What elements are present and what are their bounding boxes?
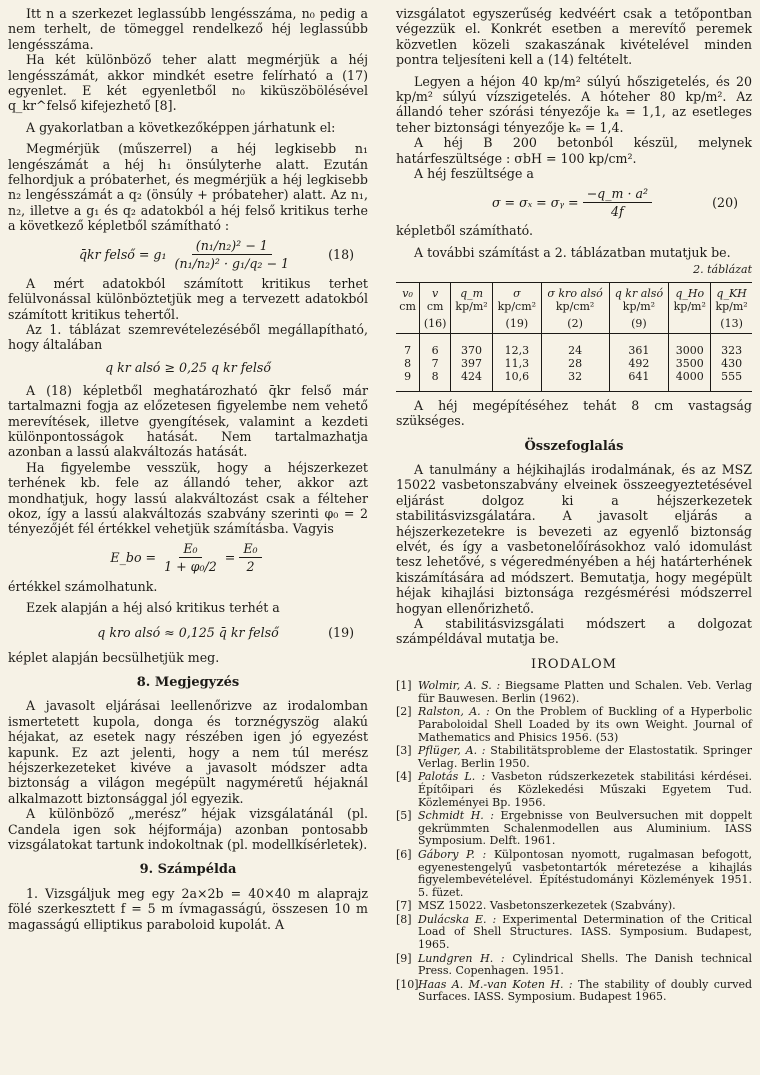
column-header-line: kp/m² bbox=[622, 299, 656, 313]
table-cell: 3500 bbox=[669, 357, 711, 370]
column-header-line: kp/cm² bbox=[555, 299, 595, 313]
paragraph: Legyen a héjon 40 kp/m² súlyú hőszigetelés, és 20 kp/m² súlyú vízszigetelés. A hóteher 80 kp/m². Az állandó teher szórási tényezője kₐ = 1,1, az esetleges teher biztonsági tényezője kₑ = 1,4. bbox=[396, 73, 752, 135]
reference-author: Palotás L. : bbox=[418, 770, 486, 784]
paragraph: A héj feszültsége a bbox=[414, 166, 534, 182]
formula-18-fraction bbox=[171, 238, 293, 272]
table-row bbox=[396, 357, 752, 370]
formula-inequality bbox=[8, 357, 368, 379]
column-header-line: q_m bbox=[460, 286, 484, 300]
formula-20-numerator: −q_m · a² bbox=[583, 186, 652, 203]
reference-number: [3] bbox=[396, 744, 412, 758]
reference-item bbox=[396, 900, 752, 913]
table-cell: 361 bbox=[609, 333, 669, 357]
paragraph: vizsgálatot egyszerűség kedvéért csak a tetőpontban végezzük el. Konkrét esetben a merevítő peremek közvetlen közeli szakaszának kivételével minden pontra teljesíteni kell a (14) feltételt. bbox=[396, 6, 752, 68]
reference-body bbox=[418, 745, 752, 770]
paragraph: A héj megépítéséhez tehát 8 cm vastagság szükséges. bbox=[396, 397, 752, 429]
paragraph: Megmérjük (műszerrel) a héj legkisebb n₁ lengészámát a héj h₁ önsúlyterhe alatt. Ezután felhordjuk a próbaterhet, és megmérjük a héj legkisebb n₂ lengésszámát a q₂ (önsúly + próbateher) alatt. Az n₁, n₂, illetve a g₁ és q₂ adatokból a héj felső kritikus terhe a következő képletből számítható : bbox=[8, 141, 368, 234]
formula-ebo-lhs: E_bo = bbox=[110, 550, 157, 566]
column-header-line: cm bbox=[426, 299, 444, 313]
reference-body bbox=[418, 849, 752, 899]
table-cell: 555 bbox=[711, 370, 752, 392]
table-cell: 8 bbox=[420, 370, 451, 392]
paragraph: Ha figyelembe vesszük, hogy a héjszerkezet terhének kb. fele az állandó teher, akkor azt mondhatjuk, hogy lassú alakváltozást csak a félteher okoz, így a lassú alakváltozás szabvány szerinti φ₀ = 2 tényezőjét fél értékkel vehetjük számításba. Vagyis bbox=[8, 459, 368, 537]
equation-number: (18) bbox=[328, 246, 354, 262]
reference-item bbox=[396, 979, 752, 1004]
column-header-line: cm bbox=[399, 299, 416, 313]
reference-body bbox=[418, 900, 752, 913]
formula-ebo bbox=[8, 541, 368, 575]
formula-20 bbox=[396, 185, 752, 219]
right-column bbox=[396, 6, 752, 1005]
column-header-line: v bbox=[432, 286, 439, 300]
left-column bbox=[8, 6, 368, 932]
reference-number: [6] bbox=[396, 847, 412, 861]
table-caption: 2. táblázat bbox=[693, 263, 752, 277]
reference-body bbox=[418, 810, 752, 848]
table-cell: 7 bbox=[404, 343, 412, 357]
table-column-header bbox=[669, 282, 711, 315]
table-column-header bbox=[420, 282, 451, 315]
table-column-header bbox=[492, 282, 541, 315]
paragraph: Ezek alapján a héj alsó kritikus terhét a bbox=[26, 600, 280, 616]
reference-text: Ergebnisse von Beulversuchen mit doppelt gekrümmten Schalenmodellen aus Aluminium. IASS Symposium. Delft. 1961. bbox=[418, 809, 752, 848]
formula-ebo-fraction-2 bbox=[239, 541, 261, 575]
paragraph: Itt n a szerkezet leglassúbb lengésszáma, n₀ pedig a nem terhelt, de tömeggel rendelkező héj leglassúbb lengésszáma. bbox=[8, 6, 368, 52]
paragraph: A tanulmány a héjkihajlás irodalmának, és az MSZ 15022 vasbetonszabvány elveinek összeegyeztetésével eljárást dolgoz ki a héjszerkezetek stabilitásvizsgálatára. A javasolt eljárás a héjszerkezetekre is bevezeti az egyenlő biztonság elvét, és így a vasbetonelőírásokhoz való idomulást tesz lehetővé, s végeredményében a héj határterhének kiszámítására ad módszert. Bemutatja, hogy megépült héjak kihajlási biztonsága rezgésmérési módszerrel hogyan ellenőrizhető. bbox=[396, 461, 752, 616]
table-cell: 10,6 bbox=[492, 370, 541, 392]
paragraph: A héj B 200 betonból készül, melynek határfeszültsége : σbH = 100 kp/cm². bbox=[396, 135, 752, 166]
section-heading: Összefoglalás bbox=[524, 438, 624, 454]
formula-ebo-numerator-2: E₀ bbox=[239, 541, 261, 558]
reference-author: Haas A. M.-van Koten H. : bbox=[418, 977, 573, 991]
reference-number: [9] bbox=[396, 951, 412, 965]
table-cell: 12,3 bbox=[492, 333, 541, 357]
column-header-line: σ kro alsó bbox=[547, 286, 603, 300]
reference-text: MSZ 15022. Vasbetonszerkezetek (Szabvány). bbox=[418, 899, 676, 913]
formula-18-denominator: (n₁/n₂)² · g₁/q₂ − 1 bbox=[174, 256, 290, 272]
table-reference-cell: (2) bbox=[541, 315, 609, 334]
formula-20-fraction bbox=[583, 186, 652, 220]
paragraph: Az 1. táblázat szemrevételezéséből megállapítható, hogy általában bbox=[8, 321, 368, 353]
paragraph: A különböző „merész” héjak vizsgálatánál (pl. Candela igen sok héjformája) azonban pontosabb vizsgálatokat tartunk indokoltnak (pl. modellkísérletek). bbox=[8, 806, 368, 853]
paragraph: képletből számítható. bbox=[396, 223, 534, 239]
paragraph: A stabilitásvizsgálati módszert a dolgozat számpéldával mutatja be. bbox=[396, 615, 752, 647]
table-cell: 492 bbox=[609, 357, 669, 370]
paragraph: képlet alapján becsülhetjük meg. bbox=[8, 649, 220, 665]
table-cell: 9 bbox=[404, 369, 412, 383]
table-cell: 4000 bbox=[669, 370, 711, 392]
column-header-line: σ bbox=[513, 286, 521, 300]
formula-18-numerator: (n₁/n₂)² − 1 bbox=[192, 238, 272, 255]
formula-ebo-denominator-1: 1 + φ₀/2 bbox=[164, 559, 217, 575]
formula-ebo-numerator-1: E₀ bbox=[179, 541, 201, 558]
table-reference-cell: (9) bbox=[609, 315, 669, 334]
table-body bbox=[396, 315, 752, 392]
reference-item bbox=[396, 953, 752, 978]
table-cell: 430 bbox=[711, 357, 752, 370]
reference-author: Wolmir, A. S. : bbox=[418, 679, 501, 693]
table-row bbox=[396, 370, 752, 392]
reference-number: [10] bbox=[396, 977, 419, 991]
reference-author: Gábory P. : bbox=[418, 847, 487, 861]
reference-number: [8] bbox=[396, 912, 412, 926]
column-header-line: q kr alsó bbox=[614, 286, 664, 300]
reference-text: Vasbeton rúdszerkezetek stabilitási kérdései. Építőipari és Közlekedési Műszaki Egyetem Tud. Közleményei Bp. 1956. bbox=[418, 770, 752, 809]
table-column-header bbox=[541, 282, 609, 315]
table-column-header bbox=[396, 282, 420, 315]
reference-body bbox=[418, 706, 752, 744]
reference-number: [7] bbox=[396, 899, 412, 913]
table-column-header bbox=[711, 282, 752, 315]
formula-20-lhs: σ = σₓ = σᵧ = bbox=[491, 194, 579, 210]
reference-item bbox=[396, 745, 752, 770]
column-header-line: kp/m² bbox=[455, 299, 488, 313]
reference-body bbox=[418, 914, 752, 952]
reference-number: [4] bbox=[396, 770, 412, 784]
paragraph: A (18) képletből meghatározható q̄kr felső már tartalmazni fogja az előzetesen figyelembe nem vehető merevítések, illetve gyengítések, valamint a kezdeti különpontosságok hatását. Nem tartalmazhatja azonban a lassú alakváltozás hatását. bbox=[8, 382, 368, 460]
column-header-line: kp/m² bbox=[715, 299, 748, 313]
paragraph: A gyakorlatban a következőképpen járhatunk el: bbox=[26, 119, 336, 135]
paragraph: A javasolt eljárásai leellenőrizve az irodalomban ismertetett kupola, donga és torznégyszög alakú héjakat, az esetek nagy részében igen jó egyezést kapunk. Ez azt jelenti, hogy a nem túl merész héjszerkezeteket kivéve a javasolt módszer adta biztonság a világon megépült nagyméretű héjaknál alkalmazott biztonsággal jól egyezik. bbox=[8, 698, 368, 806]
table-column-header bbox=[609, 282, 669, 315]
reference-body bbox=[418, 680, 752, 705]
formula-ebo-fraction-1 bbox=[160, 541, 221, 575]
table-reference-cell: (13) bbox=[711, 315, 752, 334]
formula-inequality-text: q kr alsó ≥ 0,25 q kr felső bbox=[105, 360, 271, 376]
paragraph: A mért adatokból számított kritikus terhet felülvonással különböztetjük meg a tervezett adatokból számított kritikus tehertől. bbox=[8, 275, 368, 322]
table-reference-row bbox=[396, 315, 752, 334]
table-cell: 397 bbox=[451, 357, 493, 370]
column-header-line: kp/m² bbox=[673, 299, 706, 313]
paragraph: A további számítást a 2. táblázatban mutatjuk be. bbox=[414, 244, 731, 260]
table-reference-cell: (16) bbox=[420, 315, 451, 334]
table-cell: 32 bbox=[541, 370, 609, 392]
references-heading: IRODALOM bbox=[531, 656, 617, 672]
formula-19 bbox=[8, 620, 368, 646]
formula-20-denominator: 4f bbox=[610, 203, 624, 219]
data-table bbox=[396, 282, 752, 392]
references-list bbox=[396, 680, 752, 1004]
table-reference-cell: (19) bbox=[492, 315, 541, 334]
table-row bbox=[396, 333, 752, 357]
reference-item bbox=[396, 706, 752, 744]
reference-author: Pflüger, A. : bbox=[418, 744, 486, 758]
table-header-row bbox=[396, 282, 752, 315]
table-cell: 28 bbox=[541, 357, 609, 370]
equation-number: (19) bbox=[328, 624, 354, 640]
reference-author: Lundgren H. : bbox=[418, 951, 505, 965]
column-header-line: q_KH bbox=[716, 286, 747, 300]
reference-text: Biegsame Platten und Schalen. Veb. Verlag für Bauwesen. Berlin (1962). bbox=[418, 679, 752, 705]
reference-item bbox=[396, 771, 752, 809]
section-heading: 8. Megjegyzés bbox=[136, 675, 240, 690]
table-cell: 24 bbox=[541, 333, 609, 357]
reference-text: On the Problem of Buckling of a Hyperbolic Paraboloidal Shell Loaded by its own Weight. Journal of Mathematics and Phisics 1956. (53) bbox=[418, 705, 752, 744]
formula-ebo-equals: = bbox=[224, 550, 236, 566]
table-reference-cell bbox=[396, 315, 420, 334]
table-reference-cell bbox=[669, 315, 711, 334]
reference-text: The stability of doubly curved Surfaces. IASS. Symposium. Budapest 1965. bbox=[418, 977, 753, 1004]
reference-item bbox=[396, 849, 752, 899]
reference-number: [5] bbox=[396, 809, 412, 823]
table-cell: 424 bbox=[451, 370, 493, 392]
paragraph: Ha két különböző teher alatt megmérjük a héj lengésszámát, akkor mindkét esetre felírható a (17) egyenlet. E két egyenletből n₀ kiküszöbölésével q_kr^felső kifejezhető [8]. bbox=[8, 52, 368, 114]
section-heading: 9. Számpélda bbox=[139, 862, 237, 878]
reference-item bbox=[396, 680, 752, 705]
table-cell: 641 bbox=[609, 370, 669, 392]
reference-text: Cylindrical Shells. The Danish technical Press. Copenhagen. 1951. bbox=[418, 951, 752, 978]
reference-text: Stabilitätsprobleme der Elastostatik. Springer Verlag. Berlin 1950. bbox=[418, 744, 753, 770]
paragraph: értékkel számolhatunk. bbox=[8, 578, 158, 594]
equation-number: (20) bbox=[712, 194, 738, 210]
table-cell: 3000 bbox=[669, 333, 711, 357]
reference-body bbox=[418, 953, 752, 978]
reference-author: Ralston, A. : bbox=[418, 705, 490, 719]
formula-18-lhs: q̄kr felső = g₁ bbox=[78, 246, 167, 262]
column-header-line: kp/cm² bbox=[497, 299, 537, 313]
reference-number: [2] bbox=[396, 705, 412, 719]
reference-body bbox=[418, 771, 752, 809]
table-cell: 11,3 bbox=[492, 357, 541, 370]
table-cell: 370 bbox=[451, 333, 493, 357]
reference-text: Külpontosan nyomott, rugalmasan befogott, egyenestengelyű vasbetontartók méretezése a kihajlás figyelembevételével. Építéstudományi Közlemények 1951. 5. füzet. bbox=[418, 847, 752, 899]
column-header-line: v₀ bbox=[402, 286, 413, 300]
reference-author: Schmidt H. : bbox=[418, 809, 494, 823]
table-reference-cell bbox=[451, 315, 493, 334]
formula-19-text: q kro alsó ≈ 0,125 q̄ kr felső bbox=[97, 624, 279, 640]
table-column-header bbox=[451, 282, 493, 315]
reference-number: [1] bbox=[396, 679, 412, 693]
reference-item bbox=[396, 914, 752, 952]
reference-item bbox=[396, 810, 752, 848]
table-cell: 8 bbox=[404, 356, 412, 370]
column-header-line: q_Ho bbox=[675, 286, 705, 300]
paragraph: 1. Vizsgáljuk meg egy 2a×2b = 40×40 m alaprajz fölé szerkesztett f = 5 m ívmagasságú, összesen 10 m magasságú elliptikus paraboloid kupolát. A bbox=[8, 885, 368, 932]
table-cell: 323 bbox=[711, 333, 752, 357]
table-cell: 7 bbox=[420, 357, 451, 370]
reference-text: Experimental Determination of the Critical Load of Shell Structures. IASS. Symposium. Budapest, 1965. bbox=[418, 912, 752, 952]
table-cell: 6 bbox=[420, 333, 451, 357]
formula-ebo-denominator-2: 2 bbox=[246, 559, 255, 575]
reference-author: Dulácska E. : bbox=[418, 912, 497, 926]
reference-body bbox=[418, 979, 752, 1004]
formula-18 bbox=[8, 238, 368, 272]
